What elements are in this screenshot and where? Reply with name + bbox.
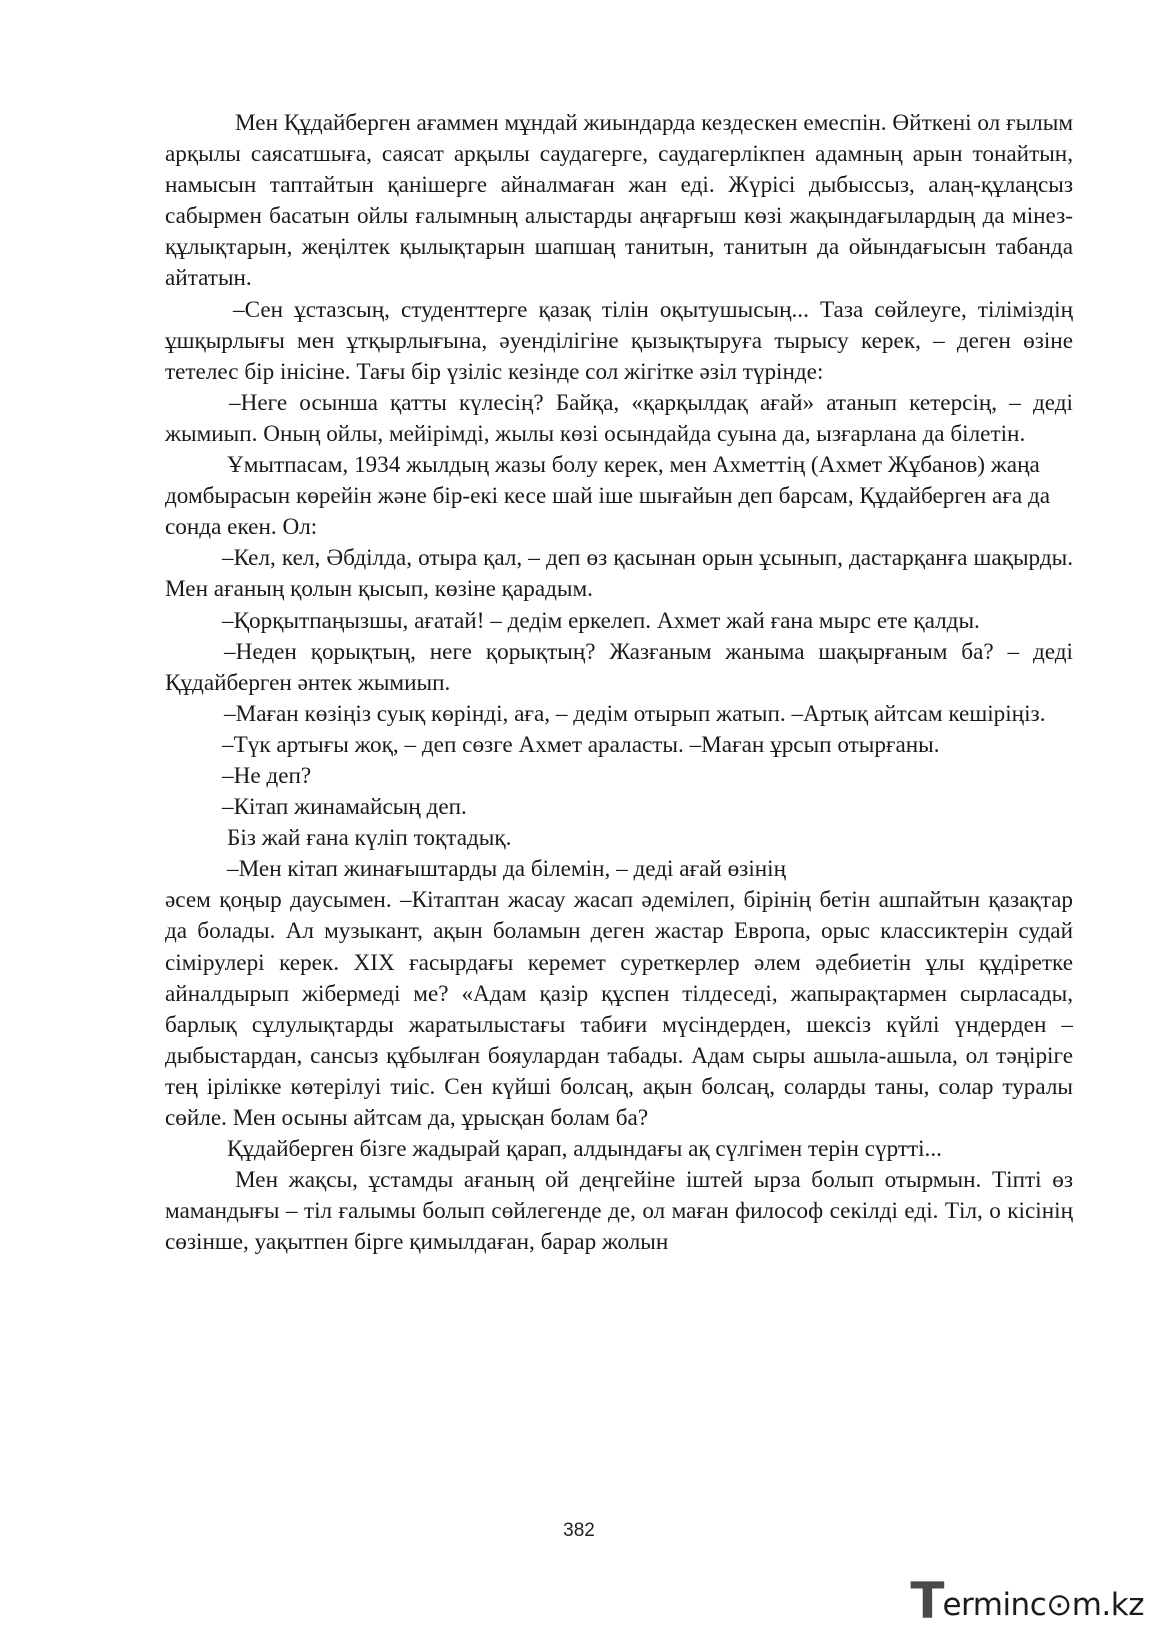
paragraph-9: –Түк артығы жоқ, – деп сөзге Ахмет араласты. –Маған ұрсып отырғаны. bbox=[222, 731, 940, 758]
paragraph-5: –Кел, кел, Әбділда, отыра қал, – деп өз қасынан орын ұсынып, дастарқанға шақырды. Мен ағаның қолын қысып, көзіне қарадым. bbox=[165, 545, 1073, 603]
paragraph-12: Біз жай ғана күліп тоқтадық. bbox=[227, 825, 512, 852]
page-number: 382 bbox=[563, 1520, 595, 1541]
paragraph-14: әсем қоңыр даусымен. –Кітаптан жасау жасап әдемілеп, бірінің бетін ашпайтын қазақтар да болады. Ал музыкант, ақын боламын деген жастар Европа, орыс классиктерін судай сімірулері керек. ХІХ ғасырдағы керемет суреткерлер әлем әдебиетін ұлы құдіретке айналдырып жібермеді ме? «Адам қазір құспен тілдеседі, жапырақтармен сырласады, барлық сұлулықтарды жаратылыстағы табиғи мүсіндерден, шексіз күйлі үндерден – дыбыстардан, сансыз құбылған бояулардан табады. Адам сыры ашыла-ашыла, ол тәңіріге тең ірілікке көтерілуі тиіс. Сен күйші болсаң, ақын болсаң, соларды таны, солар туралы сөйле. Мен осыны айтсам да, ұрысқан болам ба? bbox=[165, 887, 1073, 1131]
paragraph-7: –Неден қорықтың, неге қорықтың? Жазғаным жаныма шақырғаным ба? – деді Құдайберген әнтек жымиып. bbox=[165, 638, 1073, 696]
paragraph-4: Ұмытпасам, 1934 жылдың жазы болу керек, мен Ахметтің (Ахмет Жұбанов) жаңа домбырасын көрейін және бір-екі кесе шай іше шығайын деп барсам, Құдайберген аға да сонда екен. Ол: bbox=[165, 452, 1051, 541]
paragraph-1: Мен Құдайберген ағаммен мұндай жиындарда кездескен емеспін. Өйткені ол ғылым арқылы саясатшыға, саясат арқылы саудагерге, саудагерлікпен адамның арын тонайтын, намысын таптайтын қанішерге айналмаған жан еді. Жүрісі дыбыссыз, алаң-құлаңсыз сабырмен басатын ойлы ғалымның алыстарды аңғарғыш көзі жақындағылардың да мінез-құлықтарын, жеңілтек қылықтарын шапшаң танитын, танитын да ойындағысын табанда айтатын. bbox=[165, 110, 1073, 292]
paragraph-16: Мен жақсы, ұстамды ағаның ой деңгейіне іштей ырза болып отырмын. Тіпті өз мамандығы – тіл ғалымы болып сөйлегенде де, ол маған философ секілді еді. Тіл, о кісінің сөзінше, уақытпен бірге қимылдаған, барар жолын bbox=[165, 1167, 1073, 1256]
paragraph-13: –Мен кітап жинағыштарды да білемін, – деді ағай өзінің bbox=[227, 856, 787, 883]
site-watermark bbox=[910, 1572, 1144, 1630]
watermark-first-letter: T bbox=[910, 1572, 943, 1630]
paragraph-8: –Маған көзіңіз суық көрінді, аға, – дедім отырып жатып. –Артық айтсам кешіріңіз. bbox=[224, 700, 1046, 727]
paragraph-2: –Сен ұстазсың, студенттерге қазақ тілін оқытушысың... Таза сөйлеуге, тіліміздің ұшқырлығы мен ұтқырлығына, әуенділігіне қызықтыруға тырысу керек, – деген өзіне тетелес бір інісіне. Тағы бір үзіліс кезінде сол жігітке әзіл түрінде: bbox=[165, 296, 1073, 385]
paragraph-11: –Кітап жинамайсың деп. bbox=[222, 794, 467, 821]
paragraph-10: –Не деп? bbox=[222, 762, 312, 789]
paragraph-15: Құдайберген бізге жадырай қарап, алдындағы ақ сүлгімен терін сүртті... bbox=[227, 1136, 942, 1163]
paragraph-3: –Неге осынша қатты күлесің? Байқа, «қарқылдақ ағай» атанып кетерсің, – деді жымиып. Оның ойлы, мейірімді, жылы көзі осындайда суына да, ызғарлана да білетін. bbox=[165, 389, 1073, 447]
page-body bbox=[165, 108, 1073, 1258]
watermark-text: erminc⊙m.kz bbox=[942, 1587, 1144, 1623]
paragraph-6: –Қорқытпаңызшы, ағатай! – дедім еркелеп. Ахмет жай ғана мырс ете қалды. bbox=[222, 607, 980, 634]
